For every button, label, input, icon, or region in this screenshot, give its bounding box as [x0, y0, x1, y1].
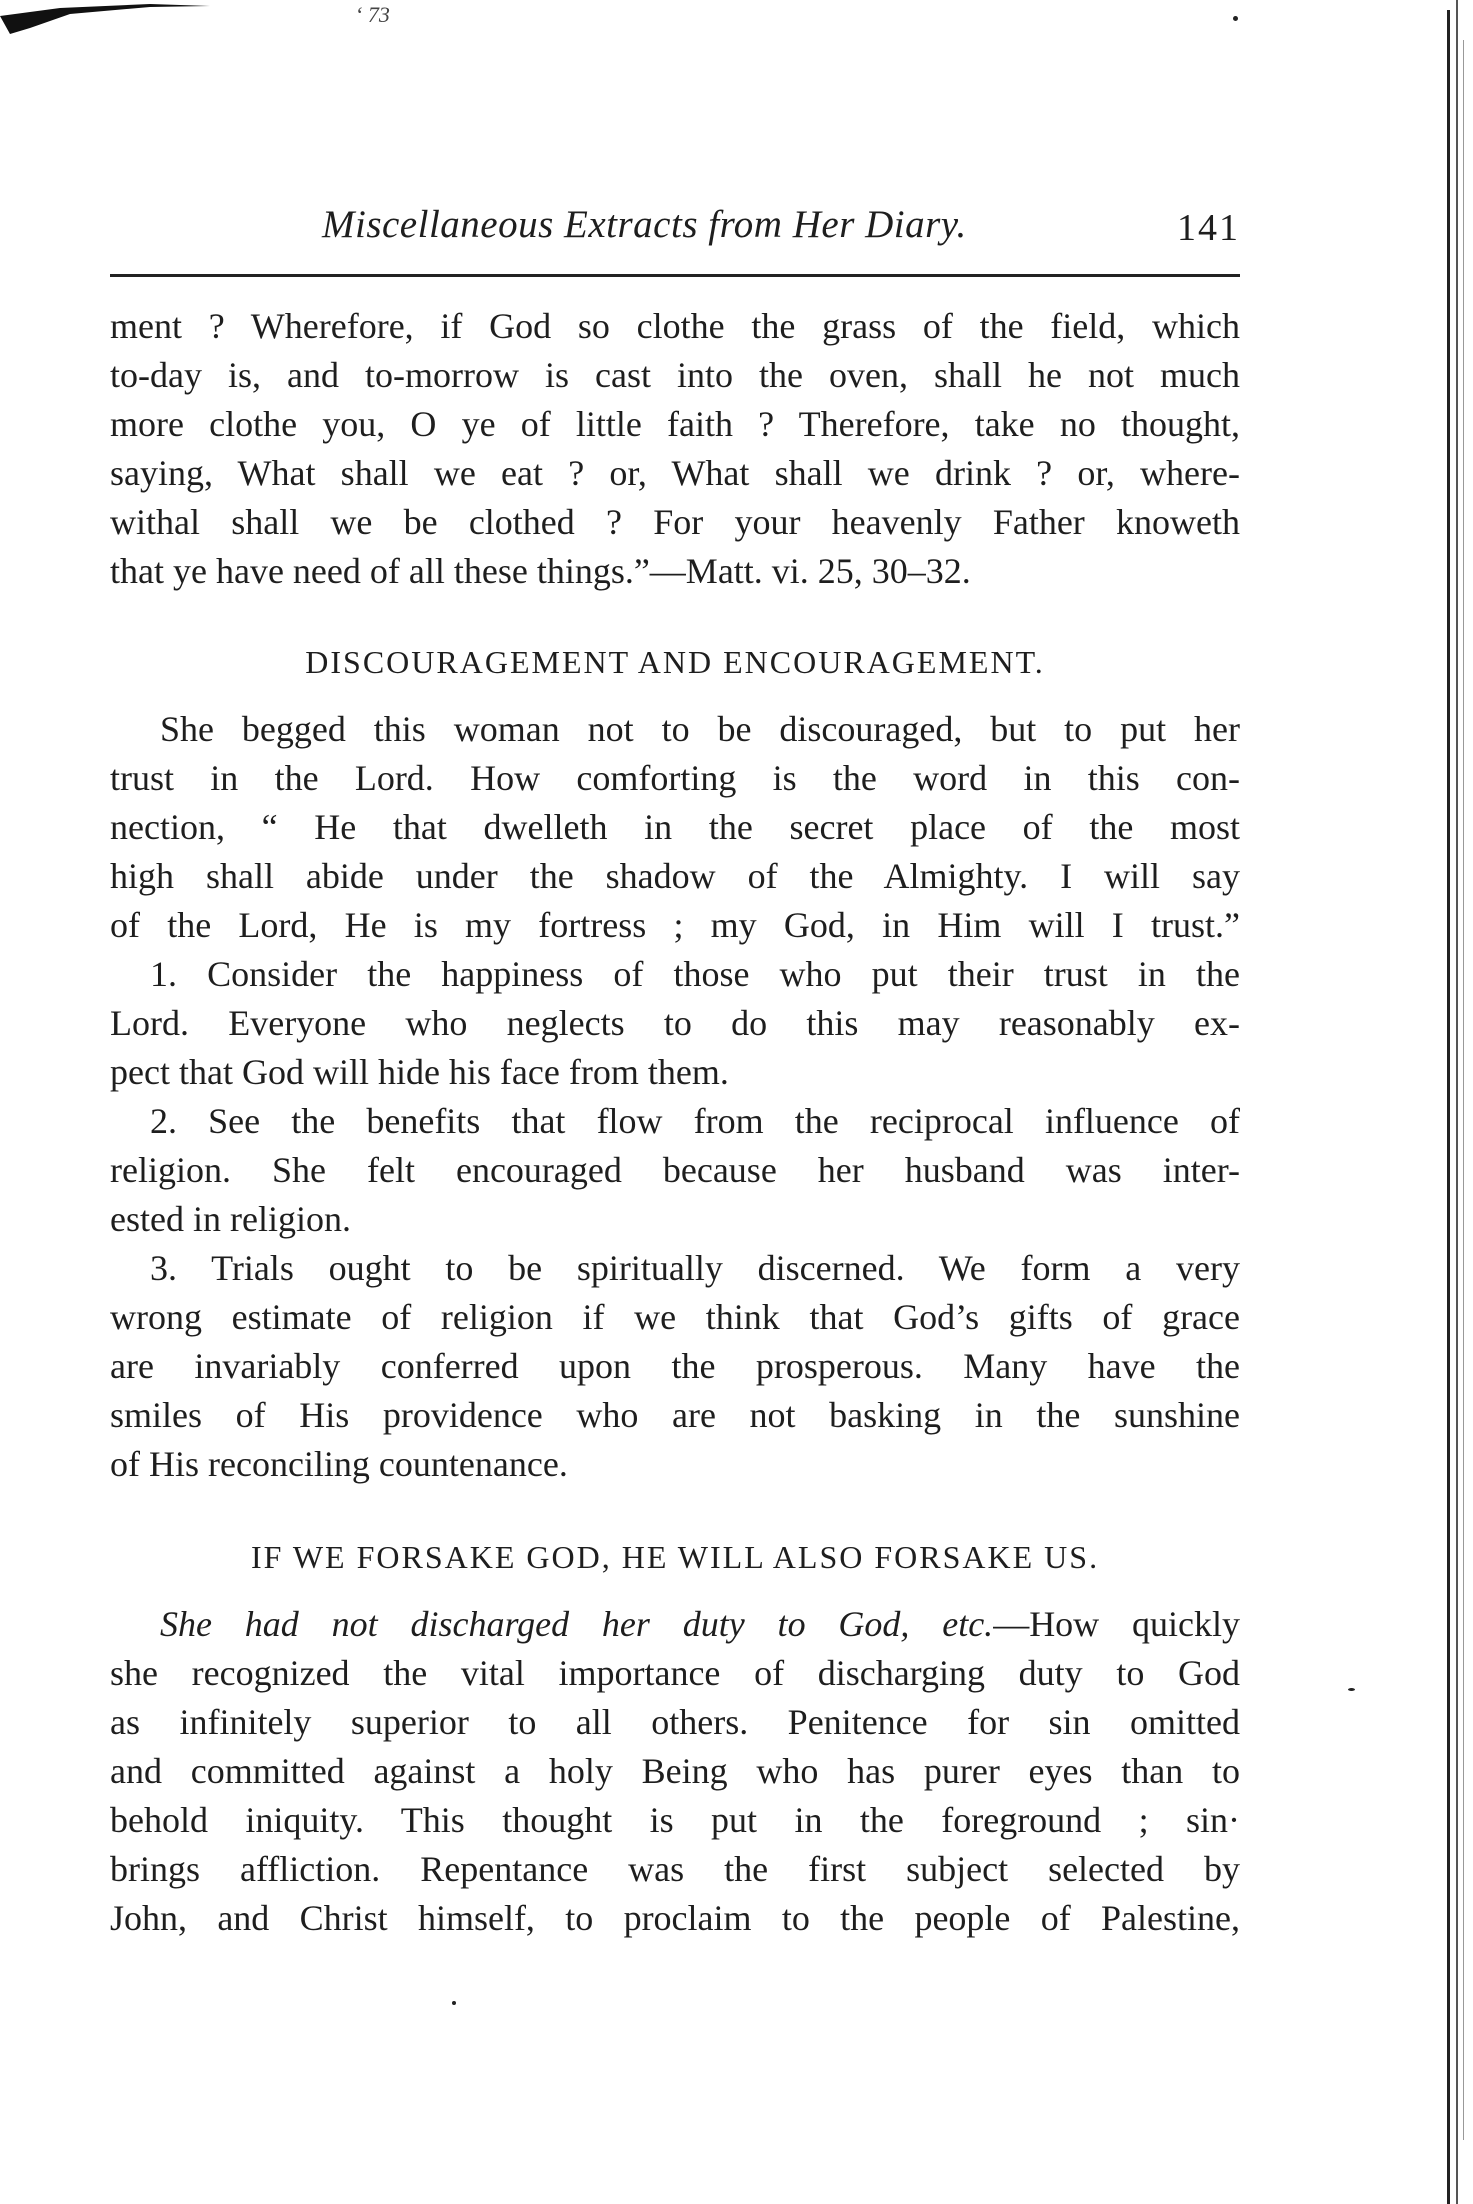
body-text	[110, 302, 1240, 1943]
text-line: She begged this woman not to be discouraged, but to put her	[160, 709, 1240, 749]
text-line: ested in religion.	[110, 1199, 351, 1239]
text-line: to-day is, and to-morrow is cast into the oven, shall he not much	[110, 355, 1240, 395]
text-line: ment ? Wherefore, if God so clothe the grass of the field, which	[110, 306, 1240, 346]
margin-mark: ‘ 73	[355, 2, 390, 27]
text-line: she recognized the vital importance of discharging duty to God	[110, 1653, 1240, 1693]
page-edge-shadow	[1443, 0, 1473, 2204]
section-forsake	[110, 1600, 1240, 1943]
text-line: nection, “ He that dwelleth in the secret place of the most	[110, 807, 1240, 847]
text-line: pect that God will hide his face from them.	[110, 1052, 729, 1092]
scan-artifact-mark	[0, 0, 215, 40]
lead-rest: —How quickly	[993, 1604, 1240, 1644]
text-line: 1. Consider the happiness of those who put their trust in the	[150, 954, 1240, 994]
text-line: John, and Christ himself, to proclaim to the people of Palestine,	[110, 1898, 1240, 1938]
italic-lead: She had not discharged her duty to God, etc.	[160, 1604, 994, 1644]
text-line: 2. See the benefits that flow from the reciprocal influence of	[150, 1101, 1240, 1141]
running-title: Miscellaneous Extracts from Her Diary.	[322, 203, 967, 246]
text-line: withal shall we be clothed ? For your heavenly Father knoweth	[110, 502, 1240, 542]
text-line: trust in the Lord. How comforting is the word in this con-	[110, 758, 1240, 798]
text-line: and committed against a holy Being who has purer eyes than to	[110, 1751, 1240, 1791]
page-number: 141	[1177, 207, 1240, 249]
text-line: smiles of His providence who are not basking in the sunshine	[110, 1395, 1240, 1435]
text-line: high shall abide under the shadow of the Almighty. I will say	[110, 856, 1240, 896]
text-line: Lord. Everyone who neglects to do this may reasonably ex-	[110, 1003, 1240, 1043]
text-line: more clothe you, O ye of little faith ? Therefore, take no thought,	[110, 404, 1240, 444]
text-line	[110, 1600, 1240, 1649]
text-line: brings affliction. Repentance was the first subject selected by	[110, 1849, 1240, 1889]
running-head	[110, 202, 1240, 262]
text-line: saying, What shall we eat ? or, What shall we drink ? or, where-	[110, 453, 1240, 493]
text-line: are invariably conferred upon the prosperous. Many have the	[110, 1346, 1240, 1386]
stray-dot	[1348, 1688, 1355, 1691]
stray-dot	[1233, 16, 1238, 21]
section-heading-discouragement: DISCOURAGEMENT AND ENCOURAGEMENT.	[305, 644, 1045, 680]
text-line: that ye have need of all these things.”—Matt. vi. 25, 30–32.	[110, 551, 971, 591]
section-discouragement	[110, 705, 1240, 1489]
text-line: as infinitely superior to all others. Penitence for sin omitted	[110, 1702, 1240, 1742]
text-line: of His reconciling countenance.	[110, 1444, 568, 1484]
text-line: behold iniquity. This thought is put in the foreground ; sin·	[110, 1800, 1240, 1840]
text-line: 3. Trials ought to be spiritually discerned. We form a very	[150, 1248, 1240, 1288]
text-line: religion. She felt encouraged because her husband was inter-	[110, 1150, 1240, 1190]
section-heading-forsake: IF WE FORSAKE GOD, HE WILL ALSO FORSAKE US.	[250, 1539, 1100, 1575]
paragraph-continuation	[110, 302, 1240, 596]
stray-dot	[452, 2001, 456, 2005]
text-line: of the Lord, He is my fortress ; my God, in Him will I trust.”	[110, 905, 1240, 945]
text-line: wrong estimate of religion if we think that God’s gifts of grace	[110, 1297, 1240, 1337]
header-rule	[110, 274, 1240, 277]
